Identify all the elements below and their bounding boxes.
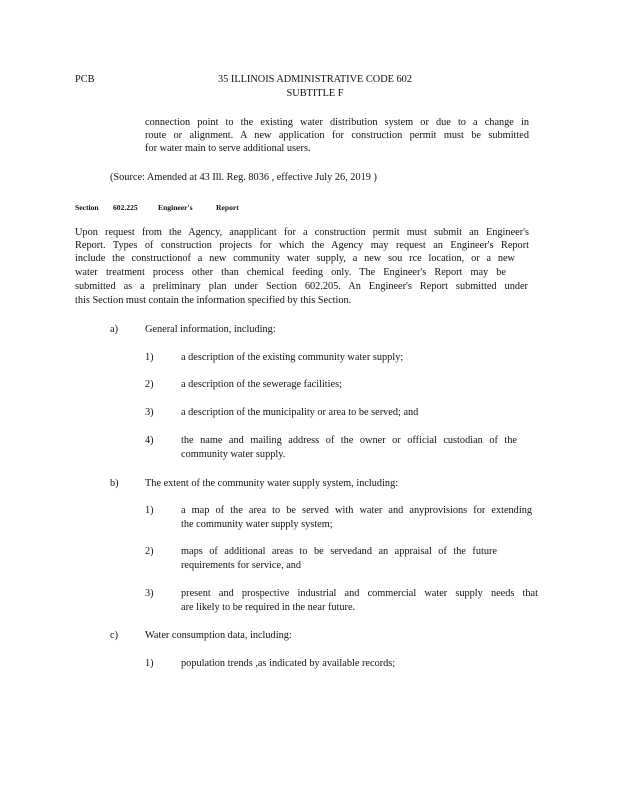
subitem-text: present and prospective industrial and commercial water supply needs that: [181, 588, 538, 599]
subitem-label: 1): [145, 352, 154, 363]
subitem-text: a description of the municipality or area to be served; and: [181, 407, 419, 418]
section-title-word: Report: [216, 203, 239, 212]
subitem-text: community water supply.: [181, 449, 286, 460]
subitem-label: 2): [145, 379, 154, 390]
subitem-text: requirements for service, and: [181, 560, 302, 571]
subitem-text: are likely to be required in the near future.: [181, 602, 356, 613]
subitem-label: 3): [145, 407, 154, 418]
list-item-label: c): [110, 630, 118, 641]
intro-paragraph-line: water treatment process other than chemical feeding only. The Engineer's Report may be: [75, 267, 506, 278]
subitem-label: 4): [145, 435, 154, 446]
section-number: 602.225: [113, 203, 138, 212]
continued-paragraph-line: for water main to serve additional users.: [145, 143, 311, 154]
intro-paragraph-line: include the constructionof a new community water supply, a new sou rce location, or a new: [75, 253, 515, 264]
list-item-label: a): [110, 324, 118, 335]
source-note: (Source: Amended at 43 Ill. Reg. 8036 , effective July 26, 2019 ): [110, 172, 377, 183]
subitem-label: 2): [145, 546, 154, 557]
subitem-label: 1): [145, 658, 154, 669]
subitem-label: 1): [145, 505, 154, 516]
list-item-text: Water consumption data, including:: [145, 630, 292, 641]
continued-paragraph-line: connection point to the existing water distribution system or due to a change in: [145, 117, 529, 128]
intro-paragraph-line: Report. Types of construction projects for which the Agency may request an Engineer's Report: [75, 240, 529, 251]
header-code-title: 35 ILLINOIS ADMINISTRATIVE CODE 602: [218, 74, 412, 85]
continued-paragraph-line: route or alignment. A new application for construction permit must be submitted: [145, 130, 529, 141]
list-item-label: b): [110, 478, 119, 489]
intro-paragraph-line: submitted as a preliminary plan under Section 602.205. An Engineer's Report submitted under: [75, 281, 528, 292]
subitem-text: the community water supply system;: [181, 519, 333, 530]
intro-paragraph-line: Upon request from the Agency, anapplicant for a construction permit must submit an Engineer's: [75, 227, 529, 238]
header-subtitle: SUBTITLE F: [286, 88, 344, 99]
subitem-text: maps of additional areas to be servedand an appraisal of the future: [181, 546, 497, 557]
header-agency: PCB: [75, 74, 95, 85]
subitem-text: population trends ,as indicated by available records;: [181, 658, 396, 669]
subitem-label: 3): [145, 588, 154, 599]
subitem-text: the name and mailing address of the owner or official custodian of the: [181, 435, 517, 446]
list-item-text: General information, including:: [145, 324, 276, 335]
intro-paragraph-line: this Section must contain the information specified by this Section.: [75, 295, 352, 306]
list-item-text: The extent of the community water supply system, including:: [145, 478, 399, 489]
section-label: Section: [75, 203, 99, 212]
subitem-text: a description of the existing community water supply;: [181, 352, 404, 363]
section-title-word: Engineer's: [158, 203, 193, 212]
subitem-text: a map of the area to be served with water and anyprovisions for extending: [181, 505, 532, 516]
subitem-text: a description of the sewerage facilities;: [181, 379, 342, 390]
